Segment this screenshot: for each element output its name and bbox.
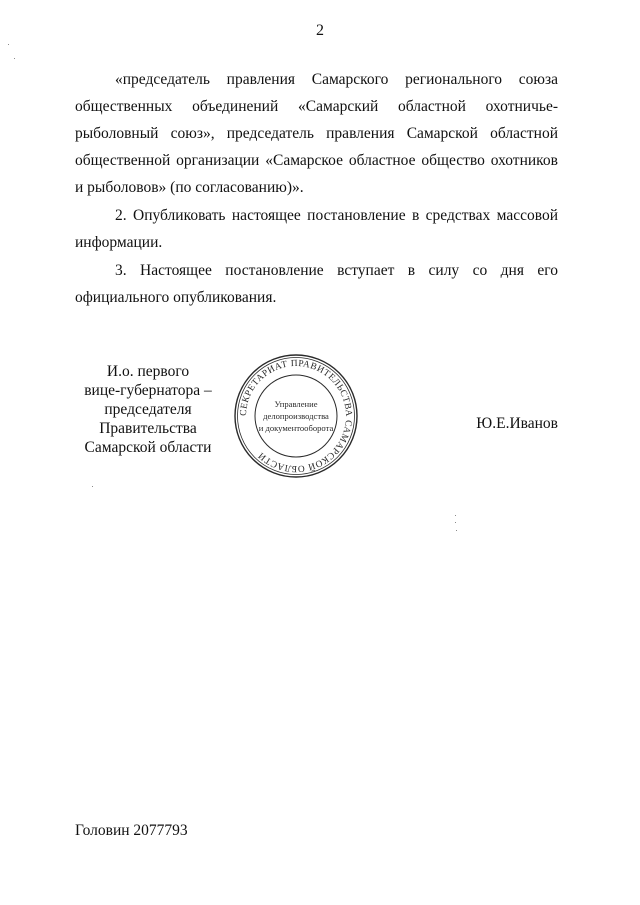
signatory-title-line: председателя Правительства: [99, 401, 197, 437]
executor-note: Головин 2077793: [75, 822, 188, 839]
scan-speck: [456, 530, 457, 531]
paragraph-3: 3. Настоящее постановление вступает в силу со дня его официального опубликования.: [75, 262, 558, 306]
scan-speck: [455, 522, 456, 523]
scan-speck: [14, 58, 15, 59]
signatory-title-line: Самарской области: [84, 439, 212, 456]
signatory-title-line: вице-губернатора –: [84, 382, 212, 399]
stamp-center-line: делопроизводства: [263, 411, 329, 421]
stamp-center-line: и документооборота: [258, 423, 334, 433]
official-stamp: [232, 352, 360, 480]
paragraph-1: «председатель правления Самарского регионального союза общественных объединений «Самарский областной охотничье-рыболовный союз», председатель правления Самарской областной общественной организации «Самарское областное общество охотников и рыболовов» (по согласованию)».: [75, 71, 558, 196]
document-body: [75, 66, 558, 312]
scan-speck: [8, 44, 9, 45]
stamp-ring-text: СЕКРЕТАРИАТ ПРАВИТЕЛЬСТВА САМАРСКОЙ ОБЛАСТИ: [238, 358, 354, 474]
signatory-name: Ю.Е.Иванов: [476, 415, 558, 432]
stamp-center-line: Управление: [274, 399, 318, 409]
scan-speck: [92, 486, 93, 487]
signatory-title: [60, 362, 236, 457]
page-number: 2: [316, 22, 324, 39]
signatory-title-line: И.о. первого: [106, 363, 190, 380]
scan-speck: [455, 515, 456, 516]
paragraph-2: 2. Опубликовать настоящее постановление в средствах массовой информации.: [75, 207, 558, 251]
